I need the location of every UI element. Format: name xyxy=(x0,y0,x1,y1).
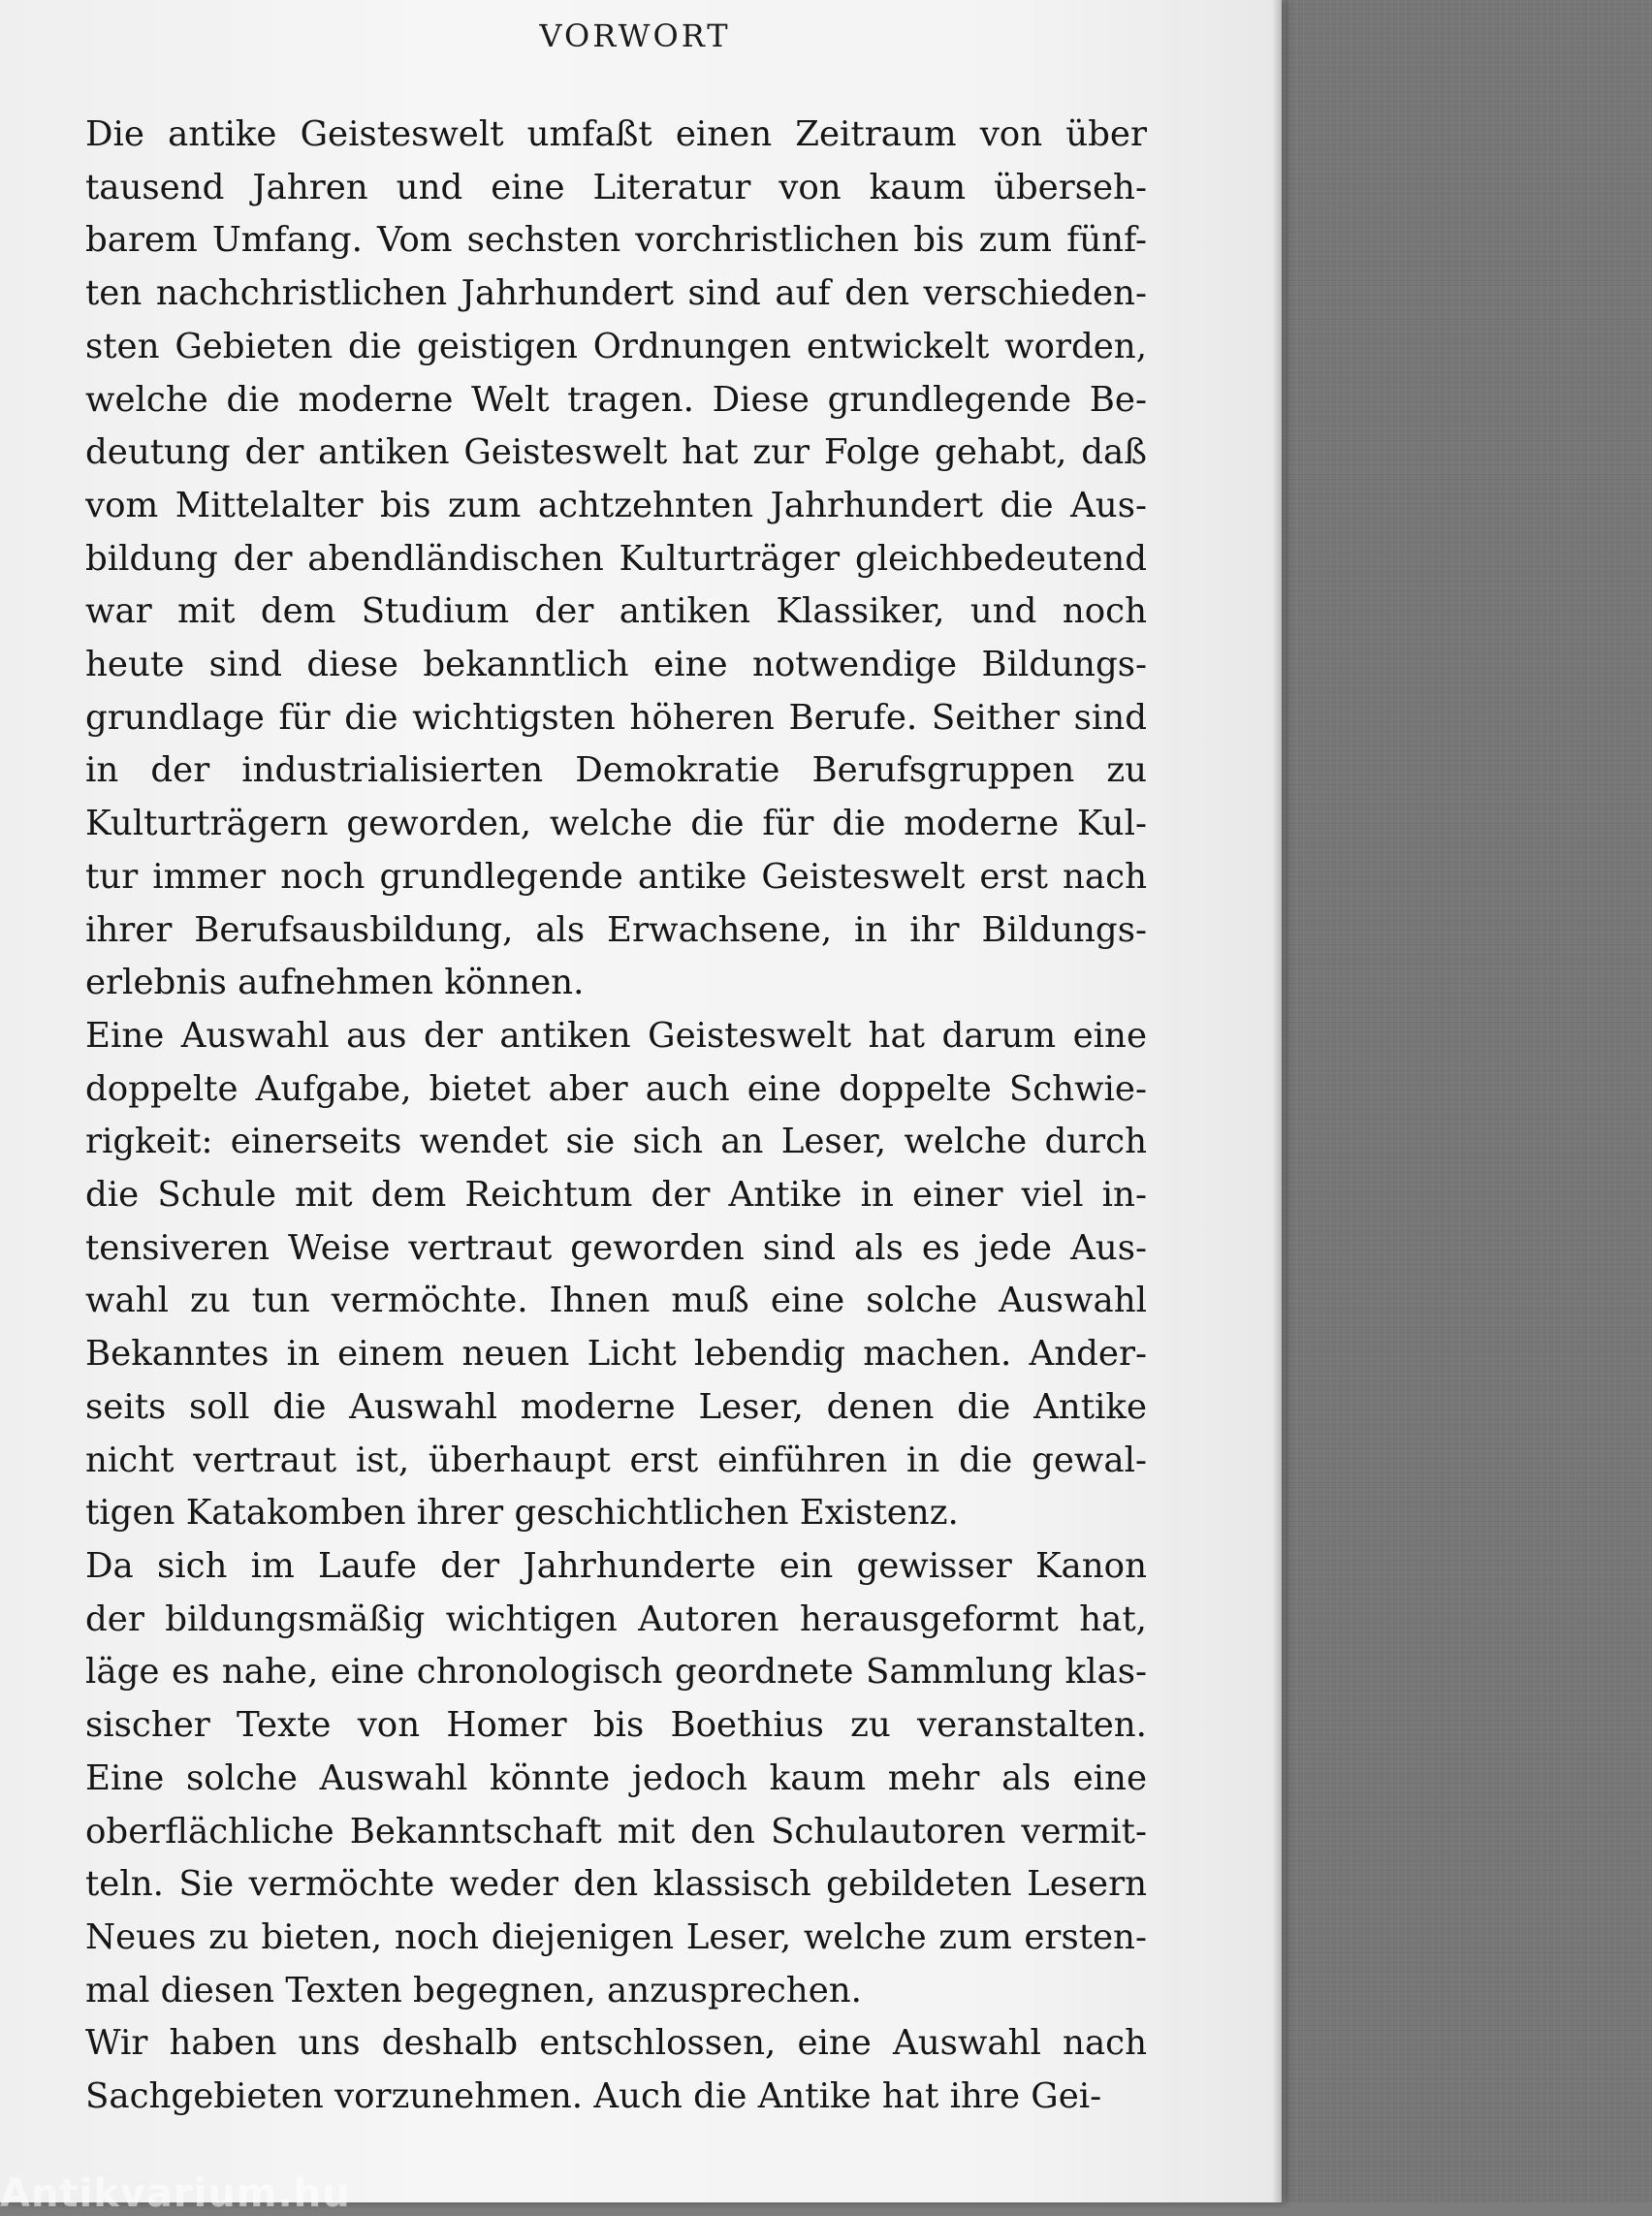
page-heading: VORWORT xyxy=(539,17,731,54)
text-line: Eine solche Auswahl könnte jedoch kaum mehr als eine xyxy=(85,1757,1147,1798)
watermark-logo: Antikvarium.hu xyxy=(0,2171,351,2216)
text-line: läge es nahe, eine chronologisch geordnete Sammlung klas- xyxy=(85,1652,1147,1693)
text-line: in der industrialisierten Demokratie Berufsgruppen zu xyxy=(85,750,1147,791)
text-line: erlebnis aufnehmen können. xyxy=(85,963,585,1003)
text-line: vom Mittelalter bis zum achtzehnten Jahrhundert die Aus- xyxy=(85,485,1147,525)
text-line: tigen Katakomben ihrer geschichtlichen Existenz. xyxy=(85,1493,959,1534)
text-line: Sachgebieten vorzunehmen. Auch die Antike hat ihre Gei- xyxy=(85,2076,1102,2117)
text-line: grundlage für die wichtigsten höheren Berufe. Seither sind xyxy=(85,697,1147,738)
text-line: wahl zu tun vermöchte. Ihnen muß eine solche Auswahl xyxy=(85,1281,1147,1321)
text-line: oberflächliche Bekanntschaft mit den Schulautoren vermit- xyxy=(85,1811,1147,1852)
text-line: der bildungsmäßig wichtigen Autoren herausgeformt hat, xyxy=(85,1599,1147,1639)
text-line: tensiveren Weise vertraut geworden sind als es jede Aus- xyxy=(85,1227,1147,1268)
text-line: ten nachchristlichen Jahrhundert sind auf den verschieden- xyxy=(85,273,1147,314)
text-line: welche die moderne Welt tragen. Diese grundlegende Be- xyxy=(85,379,1147,420)
text-line: Da sich im Laufe der Jahrhunderte ein gewisser Kanon xyxy=(85,1545,1147,1586)
text-line: tausend Jahren und eine Literatur von kaum überseh- xyxy=(85,167,1147,207)
page-text-body xyxy=(85,109,1147,2124)
text-line: Eine Auswahl aus der antiken Geisteswelt hat darum eine xyxy=(85,1015,1147,1056)
text-line: heute sind diese bekanntlich eine notwendige Bildungs- xyxy=(85,645,1147,685)
paragraph xyxy=(85,1010,1147,1540)
text-line: nicht vertraut ist, überhaupt erst einführen in die gewal- xyxy=(85,1440,1147,1480)
text-line: barem Umfang. Vom sechsten vorchristlichen bis zum fünf- xyxy=(85,220,1147,261)
text-line: seits soll die Auswahl moderne Leser, denen die Antike xyxy=(85,1386,1147,1427)
text-line: mal diesen Texten begegnen, anzusprechen. xyxy=(85,1970,862,2010)
text-line: doppelte Aufgabe, bietet aber auch eine doppelte Schwie- xyxy=(85,1068,1147,1109)
text-line: war mit dem Studium der antiken Klassiker, und noch xyxy=(85,591,1147,632)
text-line: rigkeit: einerseits wendet sie sich an Leser, welche durch xyxy=(85,1122,1147,1162)
text-line: ihrer Berufsausbildung, als Erwachsene, in ihr Bildungs- xyxy=(85,909,1147,950)
paragraph xyxy=(85,2017,1147,2123)
text-line: die Schule mit dem Reichtum der Antike in einer viel in- xyxy=(85,1175,1147,1216)
text-line: Kulturträgern geworden, welche die für die moderne Kul- xyxy=(85,804,1147,844)
text-line: Bekanntes in einem neuen Licht lebendig machen. Ander- xyxy=(85,1334,1147,1375)
text-line: tur immer noch grundlegende antike Geisteswelt erst nach xyxy=(85,856,1147,897)
text-line: Wir haben uns deshalb entschlossen, eine Auswahl nach xyxy=(85,2023,1147,2064)
text-line: bildung der abendländischen Kulturträger gleichbedeutend xyxy=(85,538,1147,579)
paragraph xyxy=(85,1540,1147,2017)
text-line: deutung der antiken Geisteswelt hat zur Folge gehabt, daß xyxy=(85,432,1147,473)
text-line: sischer Texte von Homer bis Boethius zu veranstalten. xyxy=(85,1705,1147,1746)
text-line: sten Gebieten die geistigen Ordnungen entwickelt worden, xyxy=(85,326,1147,366)
page-edge-shadow xyxy=(1272,0,1286,2202)
text-line: Neues zu bieten, noch diejenigen Leser, welche zum ersten- xyxy=(85,1916,1147,1957)
text-line: Die antike Geisteswelt umfaßt einen Zeitraum von über xyxy=(85,114,1147,154)
text-line: teln. Sie vermöchte weder den klassisch gebildeten Lesern xyxy=(85,1864,1147,1905)
paragraph xyxy=(85,109,1147,1010)
